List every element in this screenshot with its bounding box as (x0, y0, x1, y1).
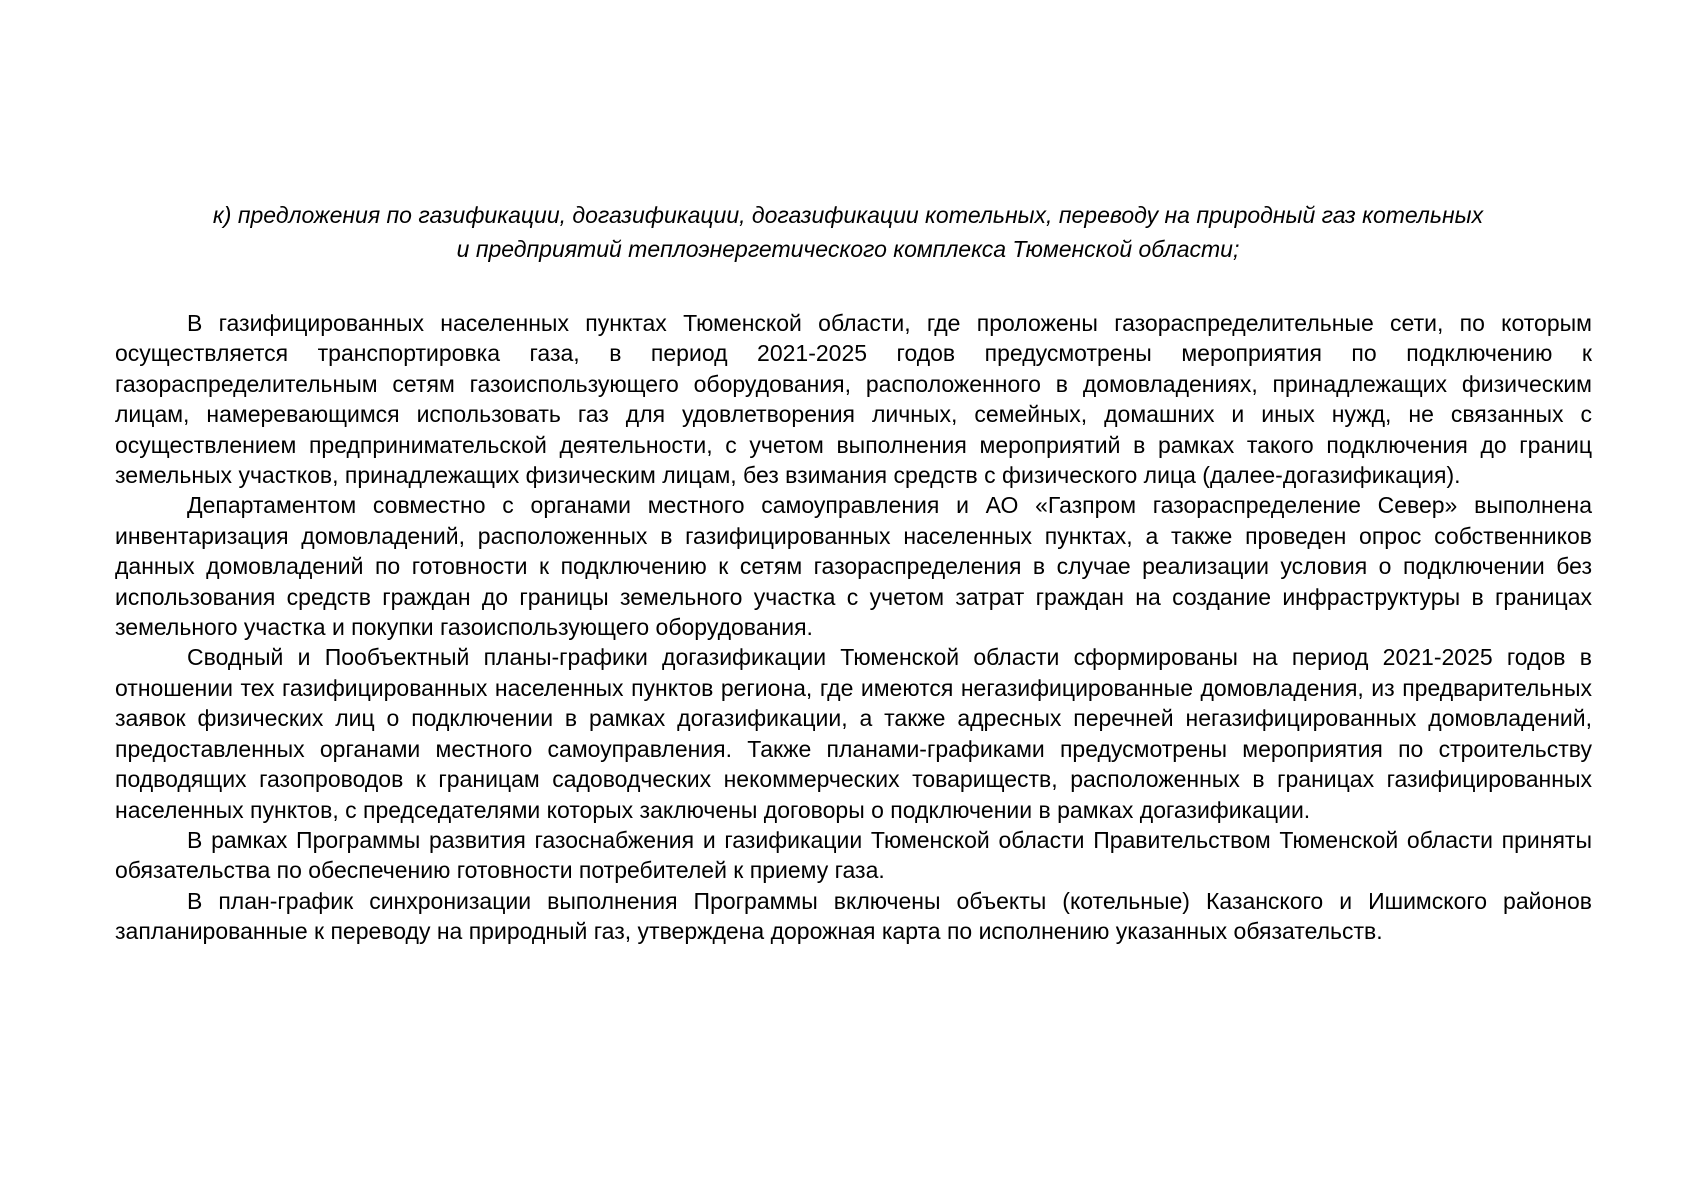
section-heading-line-2: и предприятий теплоэнергетического комплекса Тюменской области; (456, 236, 1240, 262)
paragraph-inventory: Департаментом совместно с органами местного самоуправления и АО «Газпром газораспределение Север» выполнена инвентаризация домовладений, расположенных в газифицированных населенных пунктах, а также проведен опрос собственников данных домовладений по готовности к подключению к сетям газораспределения в случае реализации условия о подключении без использования средств граждан до границы земельного участка с учетом затрат граждан на создание инфраструктуры в границах земельного участка и покупки газоиспользующего оборудования. (115, 492, 1592, 641)
paragraph-plans-schedules: Сводный и Пообъектный планы-графики догазификации Тюменской области сформированы на период 2021-2025 годов в отношении тех газифицированных населенных пунктов региона, где имеются негазифицированные домовладения, из предварительных заявок физических лиц о подключении в рамках догазификации, а также адресных перечней негазифицированных домовладений, предоставленных органами местного самоуправления. Также планами-графиками предусмотрены мероприятия по строительству подводящих газопроводов к границам садоводческих некоммерческих товариществ, расположенных в границах газифицированных населенных пунктов, с председателями которых заключены договоры о подключении в рамках догазификации. (115, 644, 1592, 823)
paragraph-synchronization-plan: В план-график синхронизации выполнения Программы включены объекты (котельные) Казанского и Ишимского районов запланированные к переводу на природный газ, утверждена дорожная карта по исполнению указанных обязательств. (115, 887, 1592, 945)
section-heading (118, 198, 1578, 266)
paragraph-program-obligations: В рамках Программы развития газоснабжения и газификации Тюменской области Правительством Тюменской области приняты обязательства по обеспечению готовности потребителей к приему газа. (115, 826, 1592, 884)
section-heading-line-1: к) предложения по газификации, догазификации, догазификации котельных, переводу на природный газ котельных (212, 202, 1484, 228)
document-body (115, 308, 1592, 947)
paragraph-dogazifikatsiya: В газифицированных населенных пунктах Тюменской области, где проложены газораспределительные сети, по которым осуществляется транспортировка газа, в период 2021-2025 годов предусмотрены мероприятия по подключению к газораспределительным сетям газоиспользующего оборудования, расположенного в домовладениях, принадлежащих физическим лицам, намеревающимся использовать газ для удовлетворения личных, семейных, домашних и иных нужд, не связанных с осуществлением предпринимательской деятельности, с учетом выполнения мероприятий в рамках такого подключения до границ земельных участков, принадлежащих физическим лицам, без взимания средств с физического лица (далее-догазификация). (115, 310, 1592, 489)
